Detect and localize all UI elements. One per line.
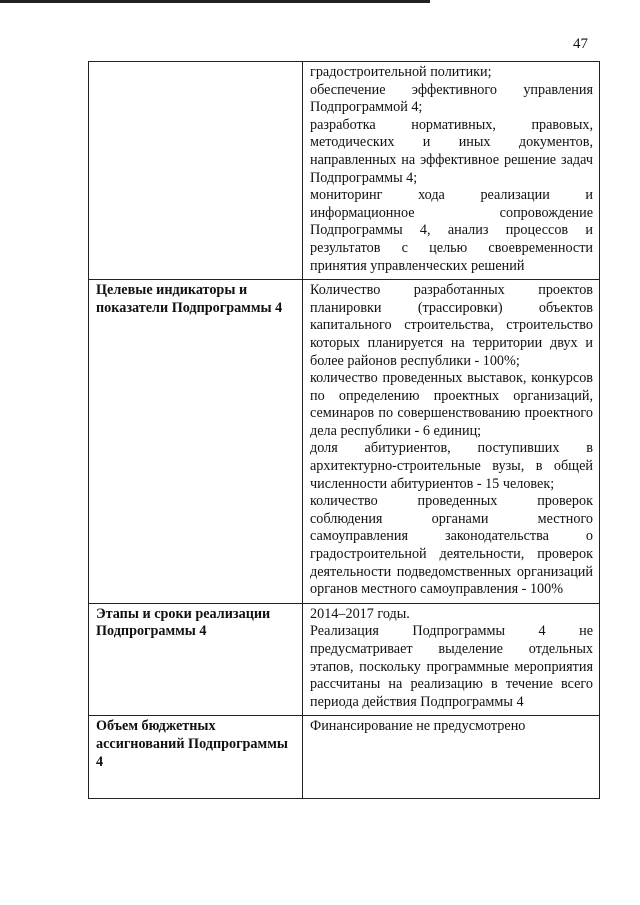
row-label: Целевые индикаторы и показатели Подпрограммы 4 (89, 280, 303, 604)
content-paragraph: обеспечение эффективного управления Подпрограммой 4; (310, 81, 593, 116)
content-paragraph: количество проведенных выставок, конкурсов по определению проектных организаций, семинаров по совершенствованию проектного дела республики - 6 единиц; (310, 370, 593, 439)
top-border-line (0, 0, 430, 3)
table-row (89, 716, 600, 799)
content-paragraph: градостроительной политики; (310, 64, 492, 80)
page-number: 47 (573, 36, 588, 52)
table-row (89, 62, 600, 280)
row-label (89, 62, 303, 280)
row-content (303, 280, 600, 604)
row-content (303, 603, 600, 716)
content-paragraph: мониторинг хода реализации и информационное сопровождение Подпрограммы 4, анализ процессов и результатов с целью своевременности принятия управленческих решений (310, 187, 593, 274)
content-paragraph: разработка нормативных, правовых, методических и иных документов, направленных на эффективное решение задач Подпрограммы 4; (310, 116, 593, 186)
row-label: Объем бюджетных ассигнований Подпрограммы 4 (89, 716, 303, 799)
content-paragraph: 2014–2017 годы. (310, 605, 410, 622)
content-paragraph: доля абитуриентов, поступивших в архитектурно-строительные вузы, в общей численности абитуриентов - 15 человек; (310, 440, 593, 492)
table-row (89, 280, 600, 604)
table-row (89, 603, 600, 716)
row-content (303, 62, 600, 280)
content-paragraph: Реализация Подпрограммы 4 не предусматривает выделение отдельных этапов, поскольку программные мероприятия рассчитаны на реализацию в течение всего периода действия Подпрограммы 4 (310, 623, 593, 710)
row-label: Этапы и сроки реализации Подпрограммы 4 (89, 603, 303, 716)
content-paragraph: количество проведенных проверок соблюдения органами местного самоуправления законодательства о градостроительной деятельности, проверок деятельности подведомственных организаций органов местного самоуправления - 100% (310, 493, 593, 598)
subprogram-passport-table (88, 61, 600, 799)
content-paragraph: Количество разработанных проектов планировки (трассировки) объектов капитального строительства, строительство которых планируется на территории двух и более районов республики - 100%; (310, 282, 593, 369)
row-content (303, 716, 600, 799)
content-paragraph: Финансирование не предусмотрено (310, 718, 526, 735)
